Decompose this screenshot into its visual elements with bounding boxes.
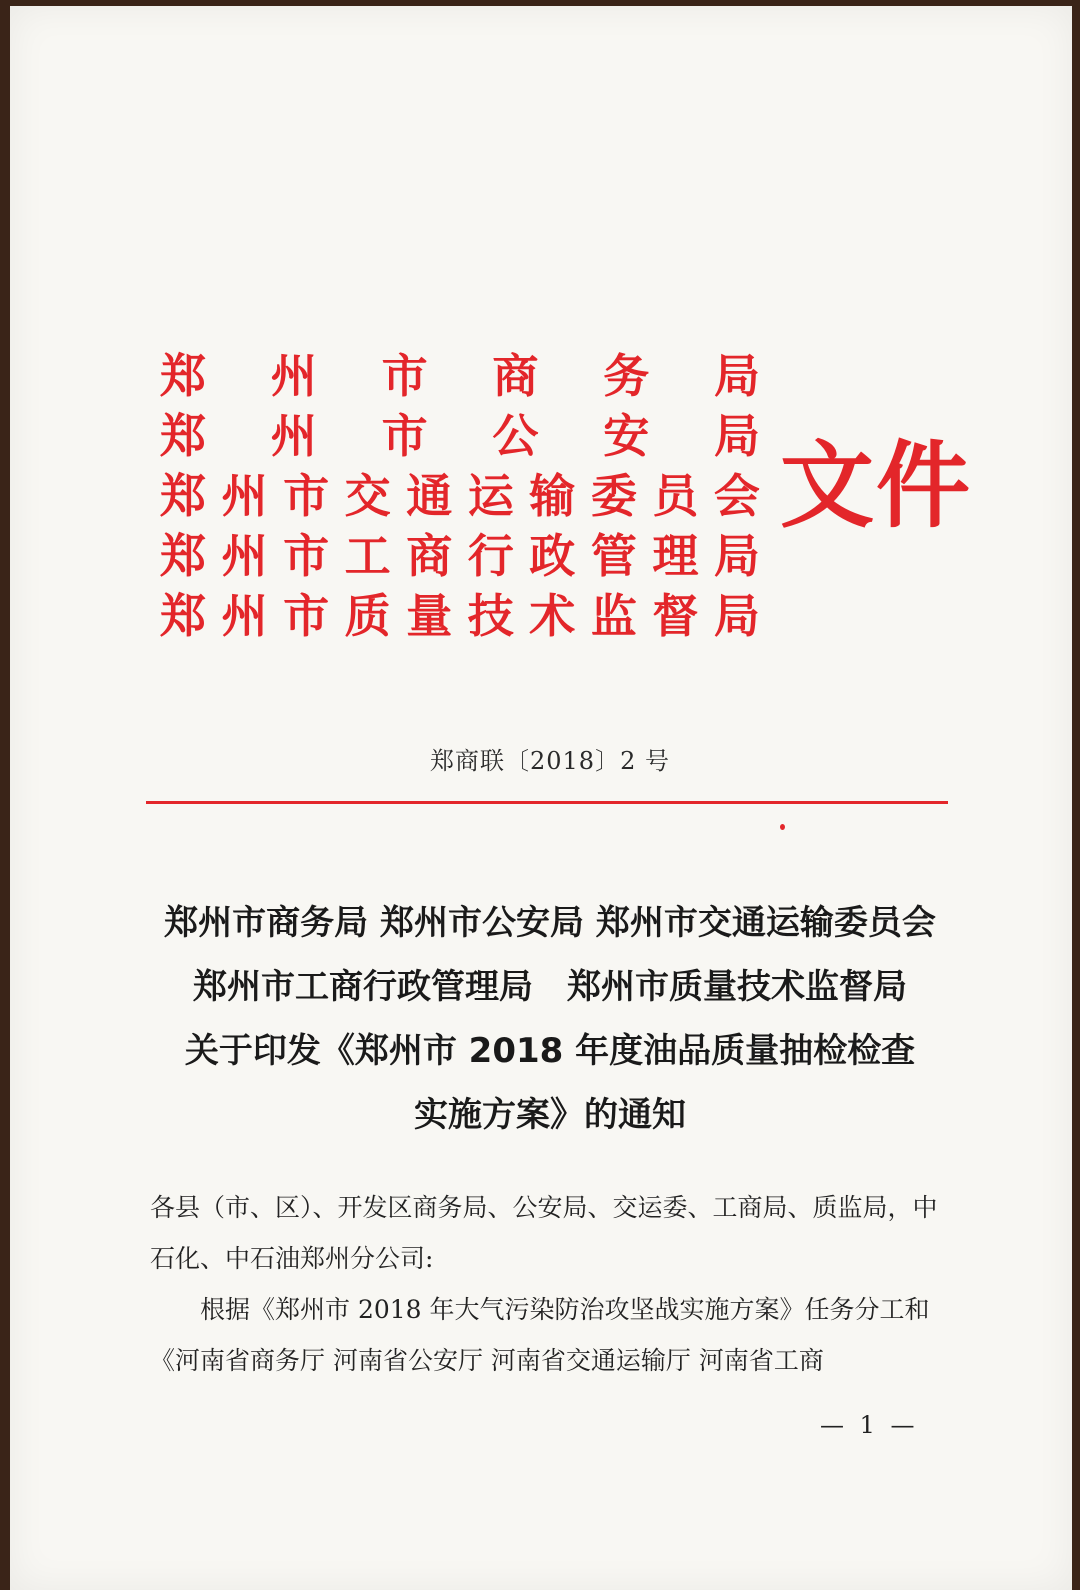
- title-line-1: 郑州市商务局 郑州市公安局 郑州市交通运输委员会: [164, 903, 936, 943]
- document-type-label: 文件: [780, 431, 973, 541]
- document-title: [10, 891, 1080, 1147]
- title-line-2: 郑州市工商行政管理局 郑州市质量技术监督局: [193, 967, 907, 1007]
- addressee: 各县（市、区）、开发区商务局、公安局、交运委、工商局、质监局，中石化、中石油郑州分公司:: [150, 1193, 938, 1273]
- body-paragraph: 根据《郑州市 2018 年大气污染防治攻坚战实施方案》任务分工和《河南省商务厅 河南省公安厅 河南省交通运输厅 河南省工商: [150, 1295, 930, 1375]
- document-number: 郑商联〔2018〕2 号: [430, 747, 670, 775]
- issuer-line-1: 郑 州 市 商 务 局: [160, 349, 760, 403]
- issuing-authorities: [160, 346, 760, 646]
- red-divider: [146, 801, 948, 804]
- document-page: [10, 6, 1072, 1590]
- issuer-line-3: 郑 州 市 交 通 运 输 委 员 会: [160, 469, 760, 523]
- issuer-line-4: 郑 州 市 工 商 行 政 管 理 局: [160, 529, 760, 583]
- title-line-4: 实施方案》的通知: [414, 1095, 686, 1135]
- page-number: — 1 —: [820, 1411, 919, 1439]
- red-mark: [780, 824, 785, 830]
- issuer-line-5: 郑 州 市 质 量 技 术 监 督 局: [160, 589, 760, 643]
- document-body: [150, 1182, 950, 1386]
- title-line-3: 关于印发《郑州市 2018 年度油品质量抽检检查: [184, 1031, 916, 1071]
- issuer-line-2: 郑 州 市 公 安 局: [160, 409, 760, 463]
